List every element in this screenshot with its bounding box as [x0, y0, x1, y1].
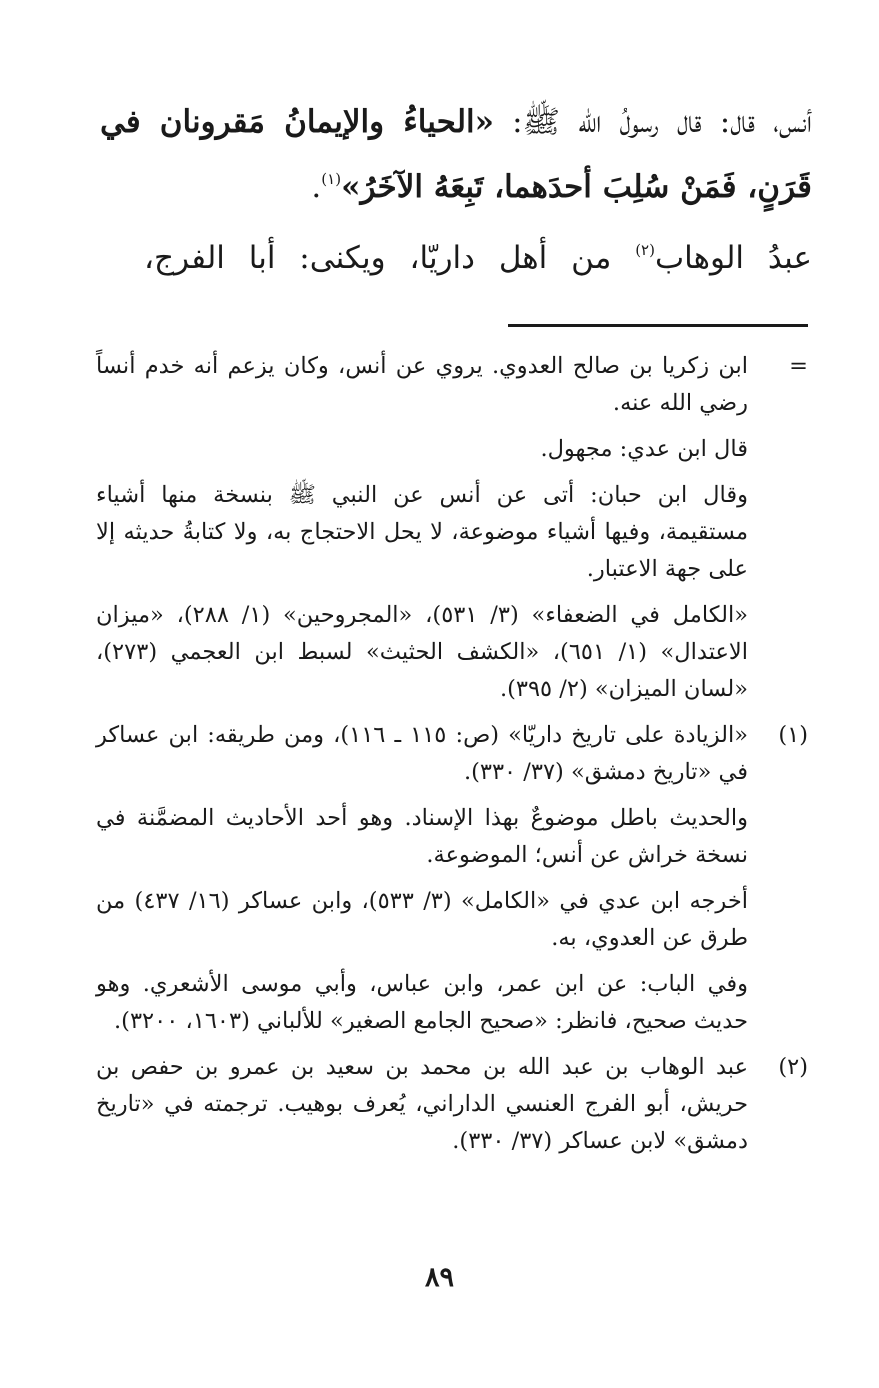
footnote-body — [96, 1049, 748, 1160]
hadith-intro: أنس، قال: قال رسولُ الله ﷺ: — [494, 104, 812, 140]
footnote-paragraph: وفي الباب: عن ابن عمر، وابن عباس، وأبي موسى الأشعري. وهو حديث صحيح، فانظر: «صحيح الجامع الصغير» للألباني (١٦٠٣، ٣٢٠٠). — [96, 971, 748, 1034]
hadith-end: . — [311, 169, 322, 205]
footnote-1 — [96, 717, 812, 1040]
footnote-paragraph: وقال ابن حبان: أتى عن أنس عن النبي ﷺ بنسخة منها أشياء مستقيمة، وفيها أشياء موضوعة، لا يحل الاحتجاج به، ولا كتابةُ حديثه إلا على جهة الاعتبار. — [96, 482, 748, 582]
footnote-paragraph: والحديث باطل موضوعٌ بهذا الإسناد. وهو أحد الأحاديث المضمَّنة في نسخة خراش عن أنس؛ الموضوعة. — [96, 805, 748, 868]
narrator-paragraph — [100, 226, 812, 291]
footnote-ref-1: (١) — [321, 170, 342, 188]
footnote-continued — [96, 348, 812, 708]
footnote-2 — [96, 1049, 812, 1160]
footnote-body — [96, 348, 748, 708]
footnote-paragraph: «الزيادة على تاريخ داريّا» (ص: ١١٥ ـ ١١٦)، ومن طريقه: ابن عساكر في «تاريخ دمشق» (٣٧/ ٣٣٠). — [96, 722, 748, 785]
footnote-paragraph: ابن زكريا بن صالح العدوي. يروي عن أنس، وكان يزعم أنه خدم أنساً رضي الله عنه. — [96, 353, 748, 416]
footnote-marker: (٢) — [778, 1054, 808, 1080]
footnote-ref-2: (٢) — [635, 241, 655, 259]
footnote-paragraph: عبد الوهاب بن عبد الله بن محمد بن سعيد بن عمرو بن حفص بن حريش، أبو الفرج العنسي الداراني، يُعرف بوهيب. ترجمته في «تاريخ دمشق» لابن عساكر (٣٧/ ٣٣٠). — [96, 1054, 748, 1154]
footnote-paragraph: أخرجه ابن عدي في «الكامل» (٣/ ٥٣٣)، وابن عساكر (١٦/ ٤٣٧) من طرق عن العدوي، به. — [96, 888, 748, 951]
footnote-marker: (١) — [778, 722, 808, 748]
hadith-paragraph — [100, 90, 812, 220]
main-text — [100, 90, 812, 291]
footnote-marker: = — [789, 353, 808, 379]
narrator-name: عبدُ الوهاب — [654, 240, 812, 276]
footnote-paragraph: قال ابن عدي: مجهول. — [540, 436, 748, 462]
hadith-quote: «الحياءُ والإيمانُ مَقرونان في قَرَنٍ، فَمَنْ سُلِبَ أحدَهما، تَبِعَهُ الآخَرُ» — [100, 104, 812, 205]
narrator-rest: من أهل داريّا، ويكنى: أبا الفرج، — [144, 240, 636, 276]
footnote-body — [96, 717, 748, 1040]
page-number: ٨٩ — [424, 1262, 454, 1293]
footnote-divider — [508, 324, 808, 327]
footnote-paragraph: «الكامل في الضعفاء» (٣/ ٥٣١)، «المجروحين» (١/ ٢٨٨)، «ميزان الاعتدال» (١/ ٦٥١)، «الكشف الحثيث» لسبط ابن العجمي (٢٧٣)، «لسان الميزان» (٢/ ٣٩٥). — [96, 602, 749, 702]
footnotes — [96, 348, 812, 1169]
